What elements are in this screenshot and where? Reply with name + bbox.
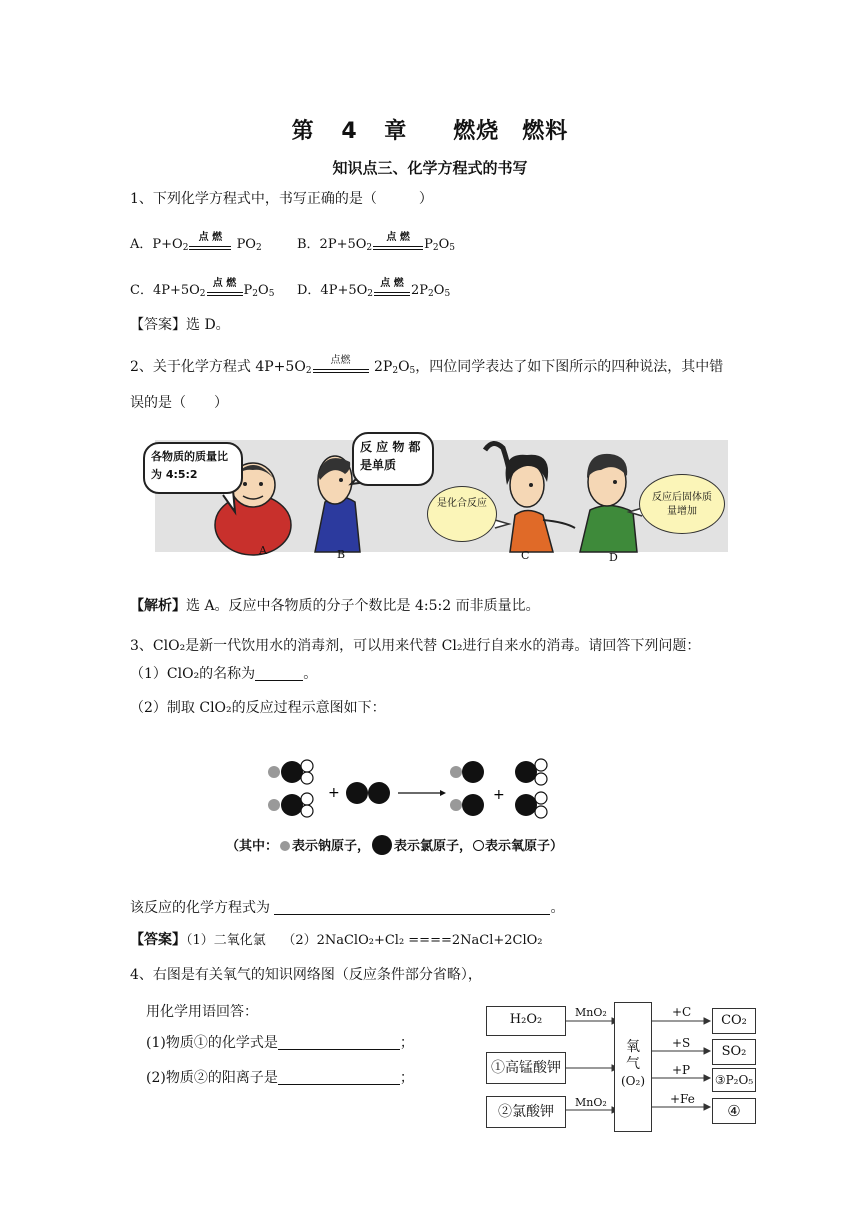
molecule-nacl xyxy=(450,761,484,783)
cartoon-illustration xyxy=(151,440,728,552)
reaction-condition: 点 燃 xyxy=(207,280,243,300)
svg-text:+: + xyxy=(328,785,340,801)
box-so2: SO₂ xyxy=(712,1039,756,1065)
box-p2o5: ③P₂O₅ xyxy=(712,1068,756,1092)
molecule-clo2 xyxy=(515,759,547,785)
reactant-label: +Fe xyxy=(670,1092,695,1106)
q1-c-rhs: P xyxy=(243,283,253,298)
bubble-a: 各物质的质量比为 4:5:2 xyxy=(143,442,243,494)
q4-sub2: (2)物质②的阳离子是 ； xyxy=(146,1070,414,1086)
reactant-label: +P xyxy=(672,1063,691,1077)
q1-b-lhs: B．2P+5O xyxy=(297,237,367,252)
molecule-cl2 xyxy=(346,782,390,804)
q3-answer: 【答案】（1）二氧化氯 （2）2NaClO₂+Cl₂ ====2NaCl+2ClO₂ xyxy=(130,932,543,948)
molecule-naclo2 xyxy=(268,793,313,817)
sodium-atom-icon xyxy=(280,841,290,851)
q3-sub1: （1）ClO₂的名称为 。 xyxy=(130,666,318,682)
q1-d-lhs: D．4P+5O xyxy=(297,283,368,298)
q3-stem: 3、ClO₂是新一代饮用水的消毒剂，可以用来代替 Cl₂进行自来水的消毒。请回答下列问题： xyxy=(130,638,701,654)
reaction-condition: 点 燃 xyxy=(374,280,410,300)
q1-answer: 【答案】选 D。 xyxy=(130,317,230,333)
equation-blank[interactable] xyxy=(274,900,550,915)
answer-blank[interactable] xyxy=(278,1035,400,1050)
reactant-label: +C xyxy=(672,1005,692,1019)
box-product-4: ④ xyxy=(712,1098,756,1124)
bubble-d: 反应后固体质量增加 xyxy=(639,474,725,534)
answer-blank[interactable] xyxy=(255,666,303,681)
molecule-naclo2 xyxy=(268,760,313,784)
page-title: 第 4 章 燃烧 燃料 xyxy=(291,119,569,144)
q1-a-rhs: PO xyxy=(236,237,256,252)
bubble-c: 是化合反应 xyxy=(427,486,497,542)
q2-analysis: 【解析】选 A。反应中各物质的分子个数比是 4:5:2 而非质量比。 xyxy=(130,598,540,614)
section-subtitle: 知识点三、化学方程式的书写 xyxy=(332,159,528,177)
chlorine-atom-icon xyxy=(372,835,392,855)
bubble-b: 反 应 物 都是单质 xyxy=(352,432,434,486)
q1-d-rhs: 2P xyxy=(411,283,429,298)
q1-stem: 1、下列化学方程式中，书写正确的是（ ） xyxy=(130,191,433,207)
box-oxygen: 氧 气 (O₂) xyxy=(614,1002,652,1132)
q2-stem-line2: 误的是（ ） xyxy=(130,395,228,411)
label-b: B xyxy=(337,548,346,561)
q4-stem: 4、右图是有关氧气的知识网络图（反应条件部分省略）， xyxy=(130,967,482,983)
molecule-clo2 xyxy=(515,792,547,818)
student-d-figure xyxy=(580,454,637,552)
svg-text:+: + xyxy=(493,787,505,803)
reaction-condition: 点 燃 xyxy=(189,234,231,254)
box-kmno4: ①高锰酸钾 xyxy=(486,1052,566,1084)
q1-option-c: C．$4P+5O_2$ 点 燃 $P_2O_5$ xyxy=(130,278,275,299)
student-c-figure xyxy=(485,443,575,552)
q4-prompt: 用化学用语回答： xyxy=(146,1004,258,1020)
q3-equation-prompt: 该反应的化学方程式为 。 xyxy=(130,900,565,916)
answer-blank[interactable] xyxy=(278,1070,400,1085)
reaction-molecule-diagram xyxy=(260,755,560,825)
reaction-condition: 点 燃 xyxy=(373,234,423,254)
q1-option-a: A．$P+O_2$ 点 燃 $PO_2$ xyxy=(130,232,262,253)
reaction-condition: 点燃 xyxy=(313,357,369,377)
box-co2: CO₂ xyxy=(712,1008,756,1034)
catalyst-label: MnO₂ xyxy=(575,1006,607,1019)
oxygen-atom-icon xyxy=(473,840,484,851)
oxygen-network-diagram xyxy=(484,1000,758,1132)
label-a: A xyxy=(259,544,267,557)
q2-stem: 2、关于化学方程式 $4P+5O_2$ 点燃 $2P_2O_5$，四位同学表达了如下图所示的四种说法，其中错 xyxy=(130,355,724,376)
q1-b-rhs: P xyxy=(424,237,433,252)
molecule-nacl xyxy=(450,794,484,816)
q4-sub1: (1)物质①的化学式是 ； xyxy=(146,1035,414,1051)
box-h2o2: H₂O₂ xyxy=(486,1006,566,1036)
label-c: C xyxy=(521,549,530,562)
catalyst-label: MnO₂ xyxy=(575,1096,607,1109)
q1-c-lhs: C．4P+5O xyxy=(130,283,200,298)
q3-sub2: （2）制取 ClO₂的反应过程示意图如下： xyxy=(130,700,386,716)
label-d: D xyxy=(609,551,618,564)
molecule-legend: （其中： 表示钠原子， 表示氯原子， 表示氧原子） xyxy=(226,835,563,855)
q1-a-lhs: A．P+O xyxy=(130,237,183,252)
q1-option-b: B．$2P+5O_2$ 点 燃 $P_2O_5$ xyxy=(297,232,456,253)
box-kclo3: ②氯酸钾 xyxy=(486,1096,566,1128)
q1-option-d: D．$4P+5O_2$ 点 燃 $2P_2O_5$ xyxy=(297,278,451,299)
reactant-label: +S xyxy=(672,1036,691,1050)
